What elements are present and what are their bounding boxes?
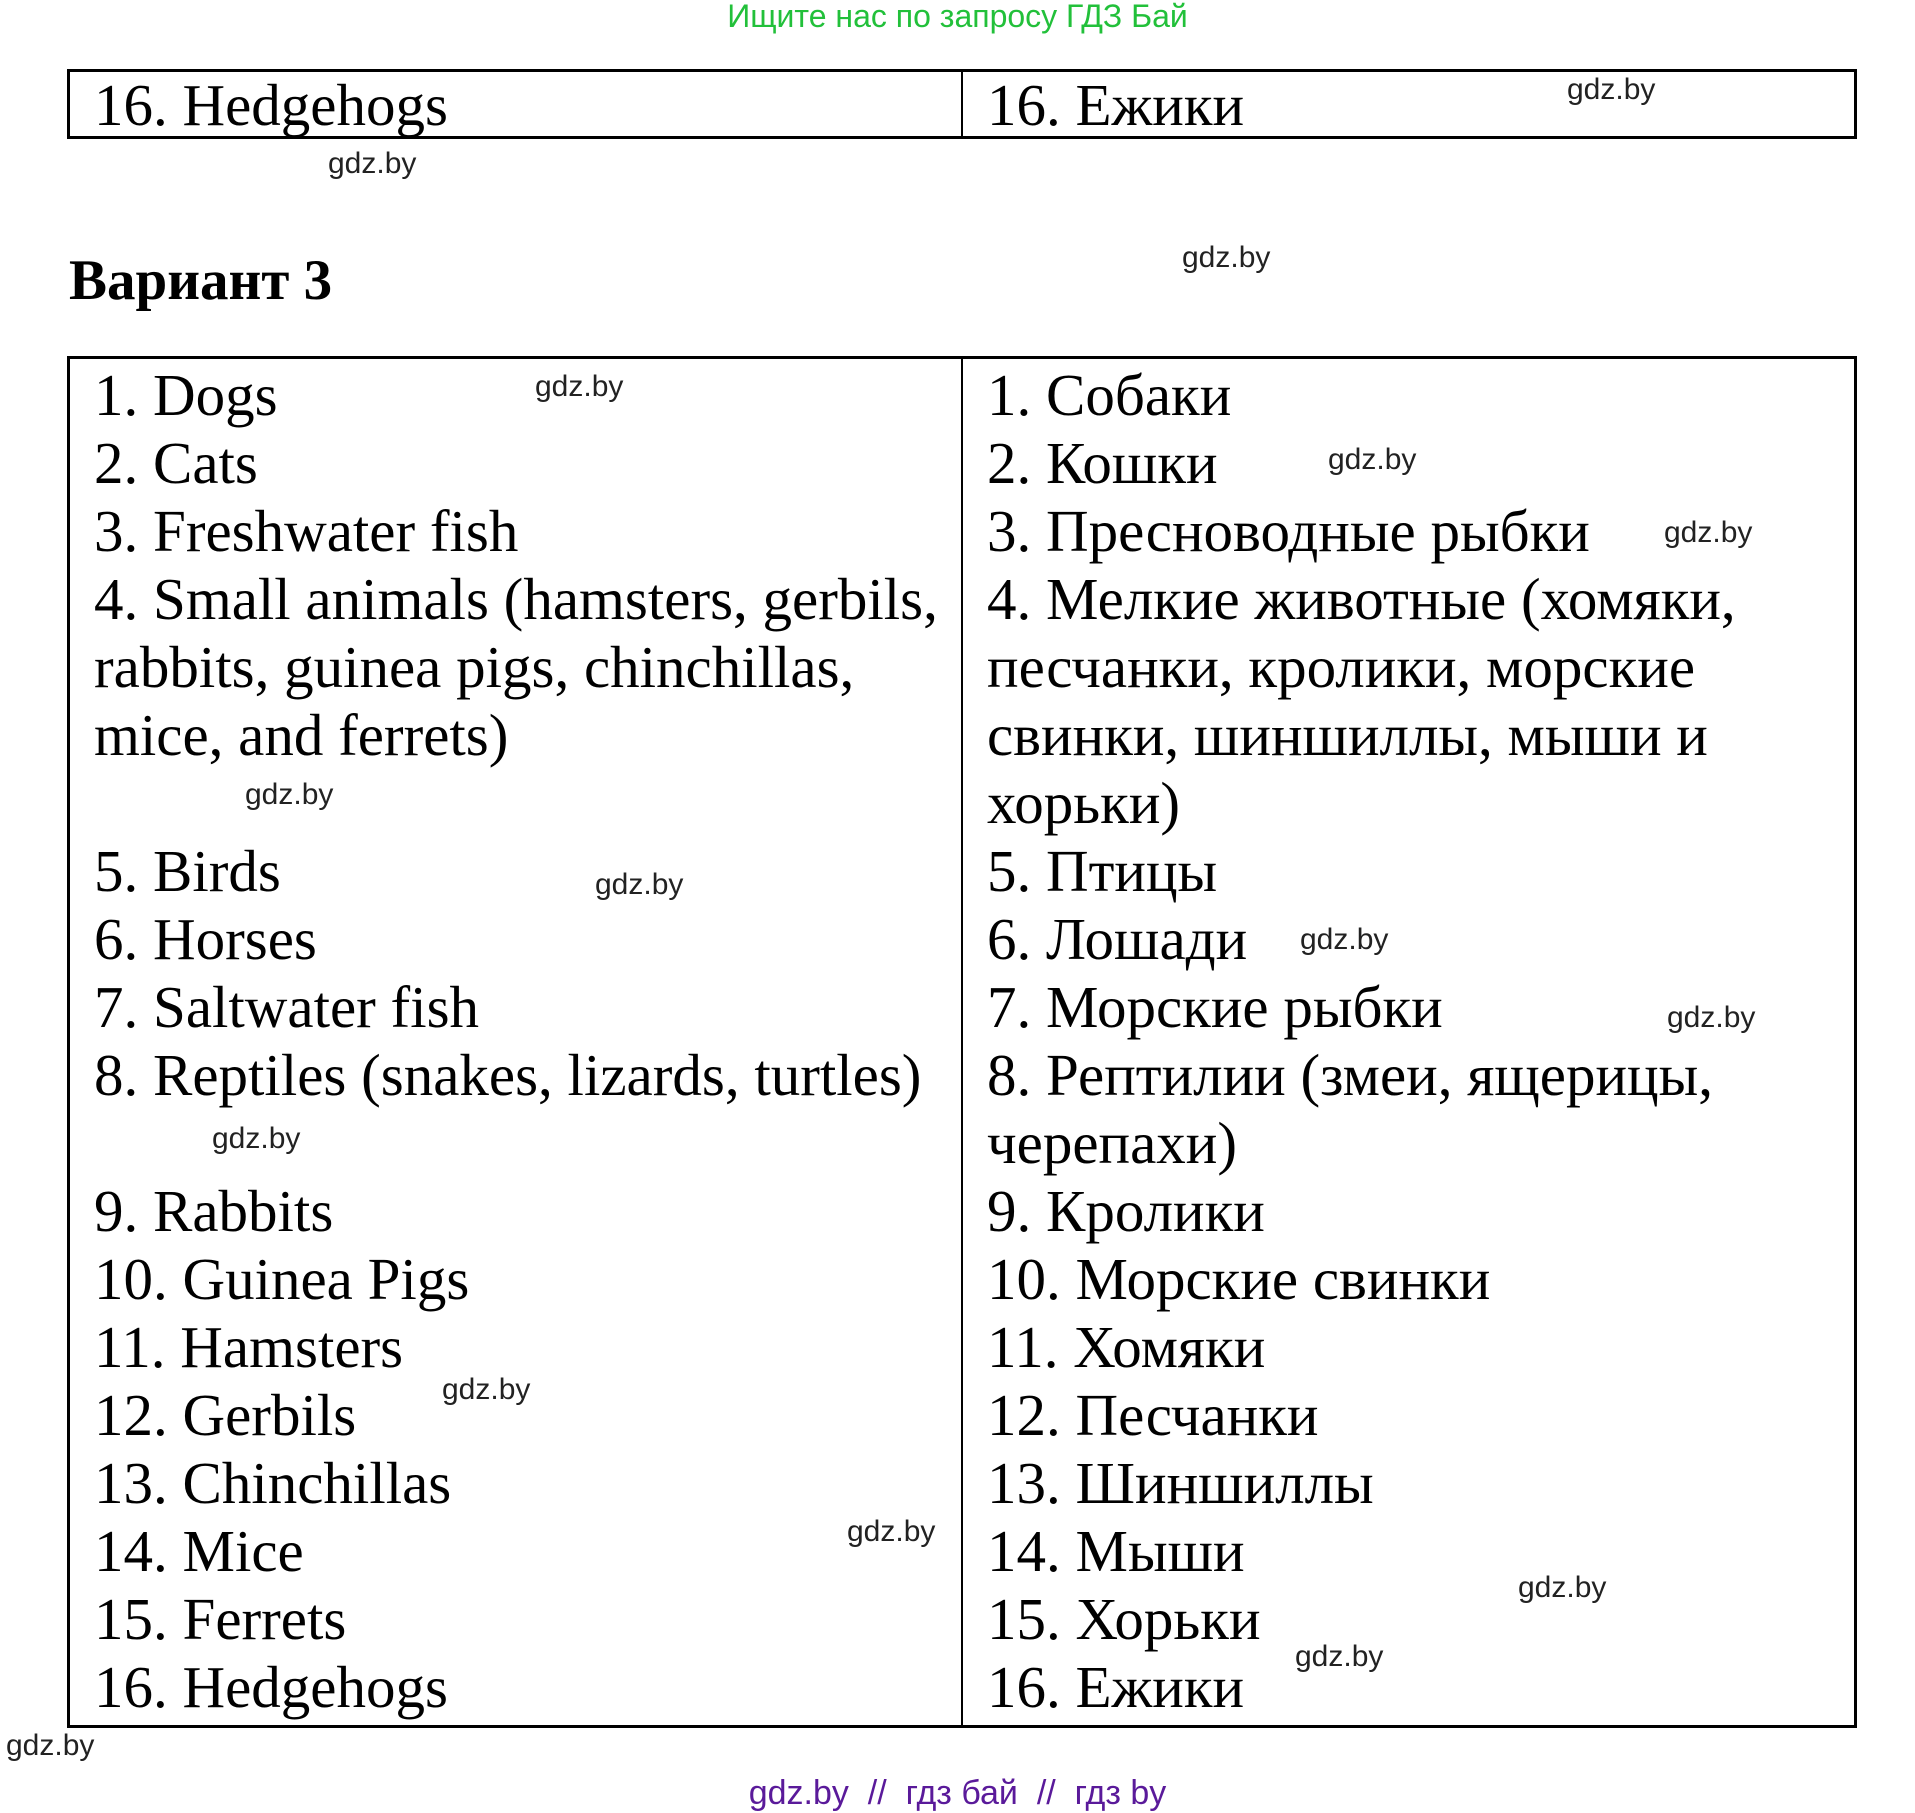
variant-heading: Вариант 3 — [69, 249, 333, 312]
gdz-watermark: gdz.by — [1518, 1571, 1607, 1604]
russian-cell: 8. Рептилии (змеи, ящерицы, черепахи) — [962, 1041, 1856, 1177]
english-cell: 13. Chinchillas — [94, 1450, 452, 1516]
english-cell: 4. Small animals (hamsters, gerbils, rabbits, guinea pigs, chinchillas, mice, and ferrets) — [94, 566, 938, 768]
table-row — [69, 1245, 1856, 1313]
gdz-watermark: gdz.by — [847, 1515, 936, 1548]
russian-cell: 3. Пресноводные рыбки — [962, 497, 1856, 565]
russian-cell: 10. Морские свинки — [962, 1245, 1856, 1313]
english-cell: 15. Ferrets — [94, 1586, 347, 1652]
gdz-watermark: gdz.by — [1567, 73, 1656, 106]
english-cell: 8. Reptiles (snakes, lizards, turtles) — [94, 1042, 922, 1108]
table-row — [69, 1381, 1856, 1449]
gdz-watermark: gdz.by — [1300, 923, 1389, 956]
gdz-watermark: gdz.by — [1295, 1640, 1384, 1673]
table-row — [69, 429, 1856, 497]
table-row — [69, 358, 1856, 430]
gdz-watermark: gdz.by — [1664, 516, 1753, 549]
gdz-watermark: gdz.by — [1182, 241, 1271, 274]
variant-3-table — [67, 356, 1857, 1728]
gdz-watermark: gdz.by — [442, 1373, 531, 1406]
table-row — [69, 1041, 1856, 1177]
russian-cell: 9. Кролики — [962, 1177, 1856, 1245]
english-cell: 6. Horses — [94, 906, 317, 972]
english-cell: 5. Birds — [94, 838, 281, 904]
table-row — [69, 565, 1856, 837]
gdz-watermark: gdz.by — [212, 1122, 301, 1155]
russian-cell: 16. Ежики — [962, 71, 1856, 138]
table-row — [69, 837, 1856, 905]
russian-cell: 15. Хорьки — [962, 1585, 1856, 1653]
search-hint-banner: Ищите нас по запросу ГДЗ Бай — [727, 0, 1188, 34]
russian-cell: 14. Мыши — [962, 1517, 1856, 1585]
gdz-watermark: gdz.by — [595, 868, 684, 901]
russian-cell: 16. Ежики — [962, 1653, 1856, 1727]
english-cell: 1. Dogs — [94, 362, 278, 428]
english-cell: 2. Cats — [94, 430, 258, 496]
table-row — [69, 1177, 1856, 1245]
table-row — [69, 1449, 1856, 1517]
russian-cell: 2. Кошки — [962, 429, 1856, 497]
russian-cell: 12. Песчанки — [962, 1381, 1856, 1449]
table-row — [69, 1313, 1856, 1381]
gdz-watermark: gdz.by — [535, 370, 624, 403]
english-cell: 12. Gerbils — [94, 1382, 357, 1448]
footer-watermark: gdz.by // гдз бай // гдз by — [748, 1774, 1167, 1812]
gdz-watermark: gdz.by — [245, 778, 334, 811]
table-row — [69, 1653, 1856, 1727]
gdz-watermark: gdz.by — [328, 147, 417, 180]
table-row — [69, 497, 1856, 565]
gdz-watermark: gdz.by — [1667, 1001, 1756, 1034]
english-cell: 9. Rabbits — [94, 1178, 334, 1244]
russian-cell: 7. Морские рыбки — [962, 973, 1856, 1041]
russian-cell: 5. Птицы — [962, 837, 1856, 905]
russian-cell: 6. Лошади — [962, 905, 1856, 973]
gdz-watermark: gdz.by — [6, 1729, 95, 1762]
russian-cell: 13. Шиншиллы — [962, 1449, 1856, 1517]
english-cell: 14. Mice — [94, 1518, 304, 1584]
english-cell: 16. Hedgehogs — [94, 1654, 448, 1720]
russian-cell: 4. Мелкие животные (хомяки, песчанки, кролики, морские свинки, шиншиллы, мыши и хорьки) — [962, 565, 1856, 837]
english-cell: 3. Freshwater fish — [94, 498, 519, 564]
russian-cell: 11. Хомяки — [962, 1313, 1856, 1381]
english-cell: 16. Hedgehogs — [94, 72, 448, 138]
gdz-watermark: gdz.by — [1328, 443, 1417, 476]
table-row — [69, 905, 1856, 973]
russian-cell: 1. Собаки — [962, 358, 1856, 430]
english-cell: 7. Saltwater fish — [94, 974, 480, 1040]
english-cell: 10. Guinea Pigs — [94, 1246, 470, 1312]
english-cell: 11. Hamsters — [94, 1314, 404, 1380]
table-row — [69, 973, 1856, 1041]
